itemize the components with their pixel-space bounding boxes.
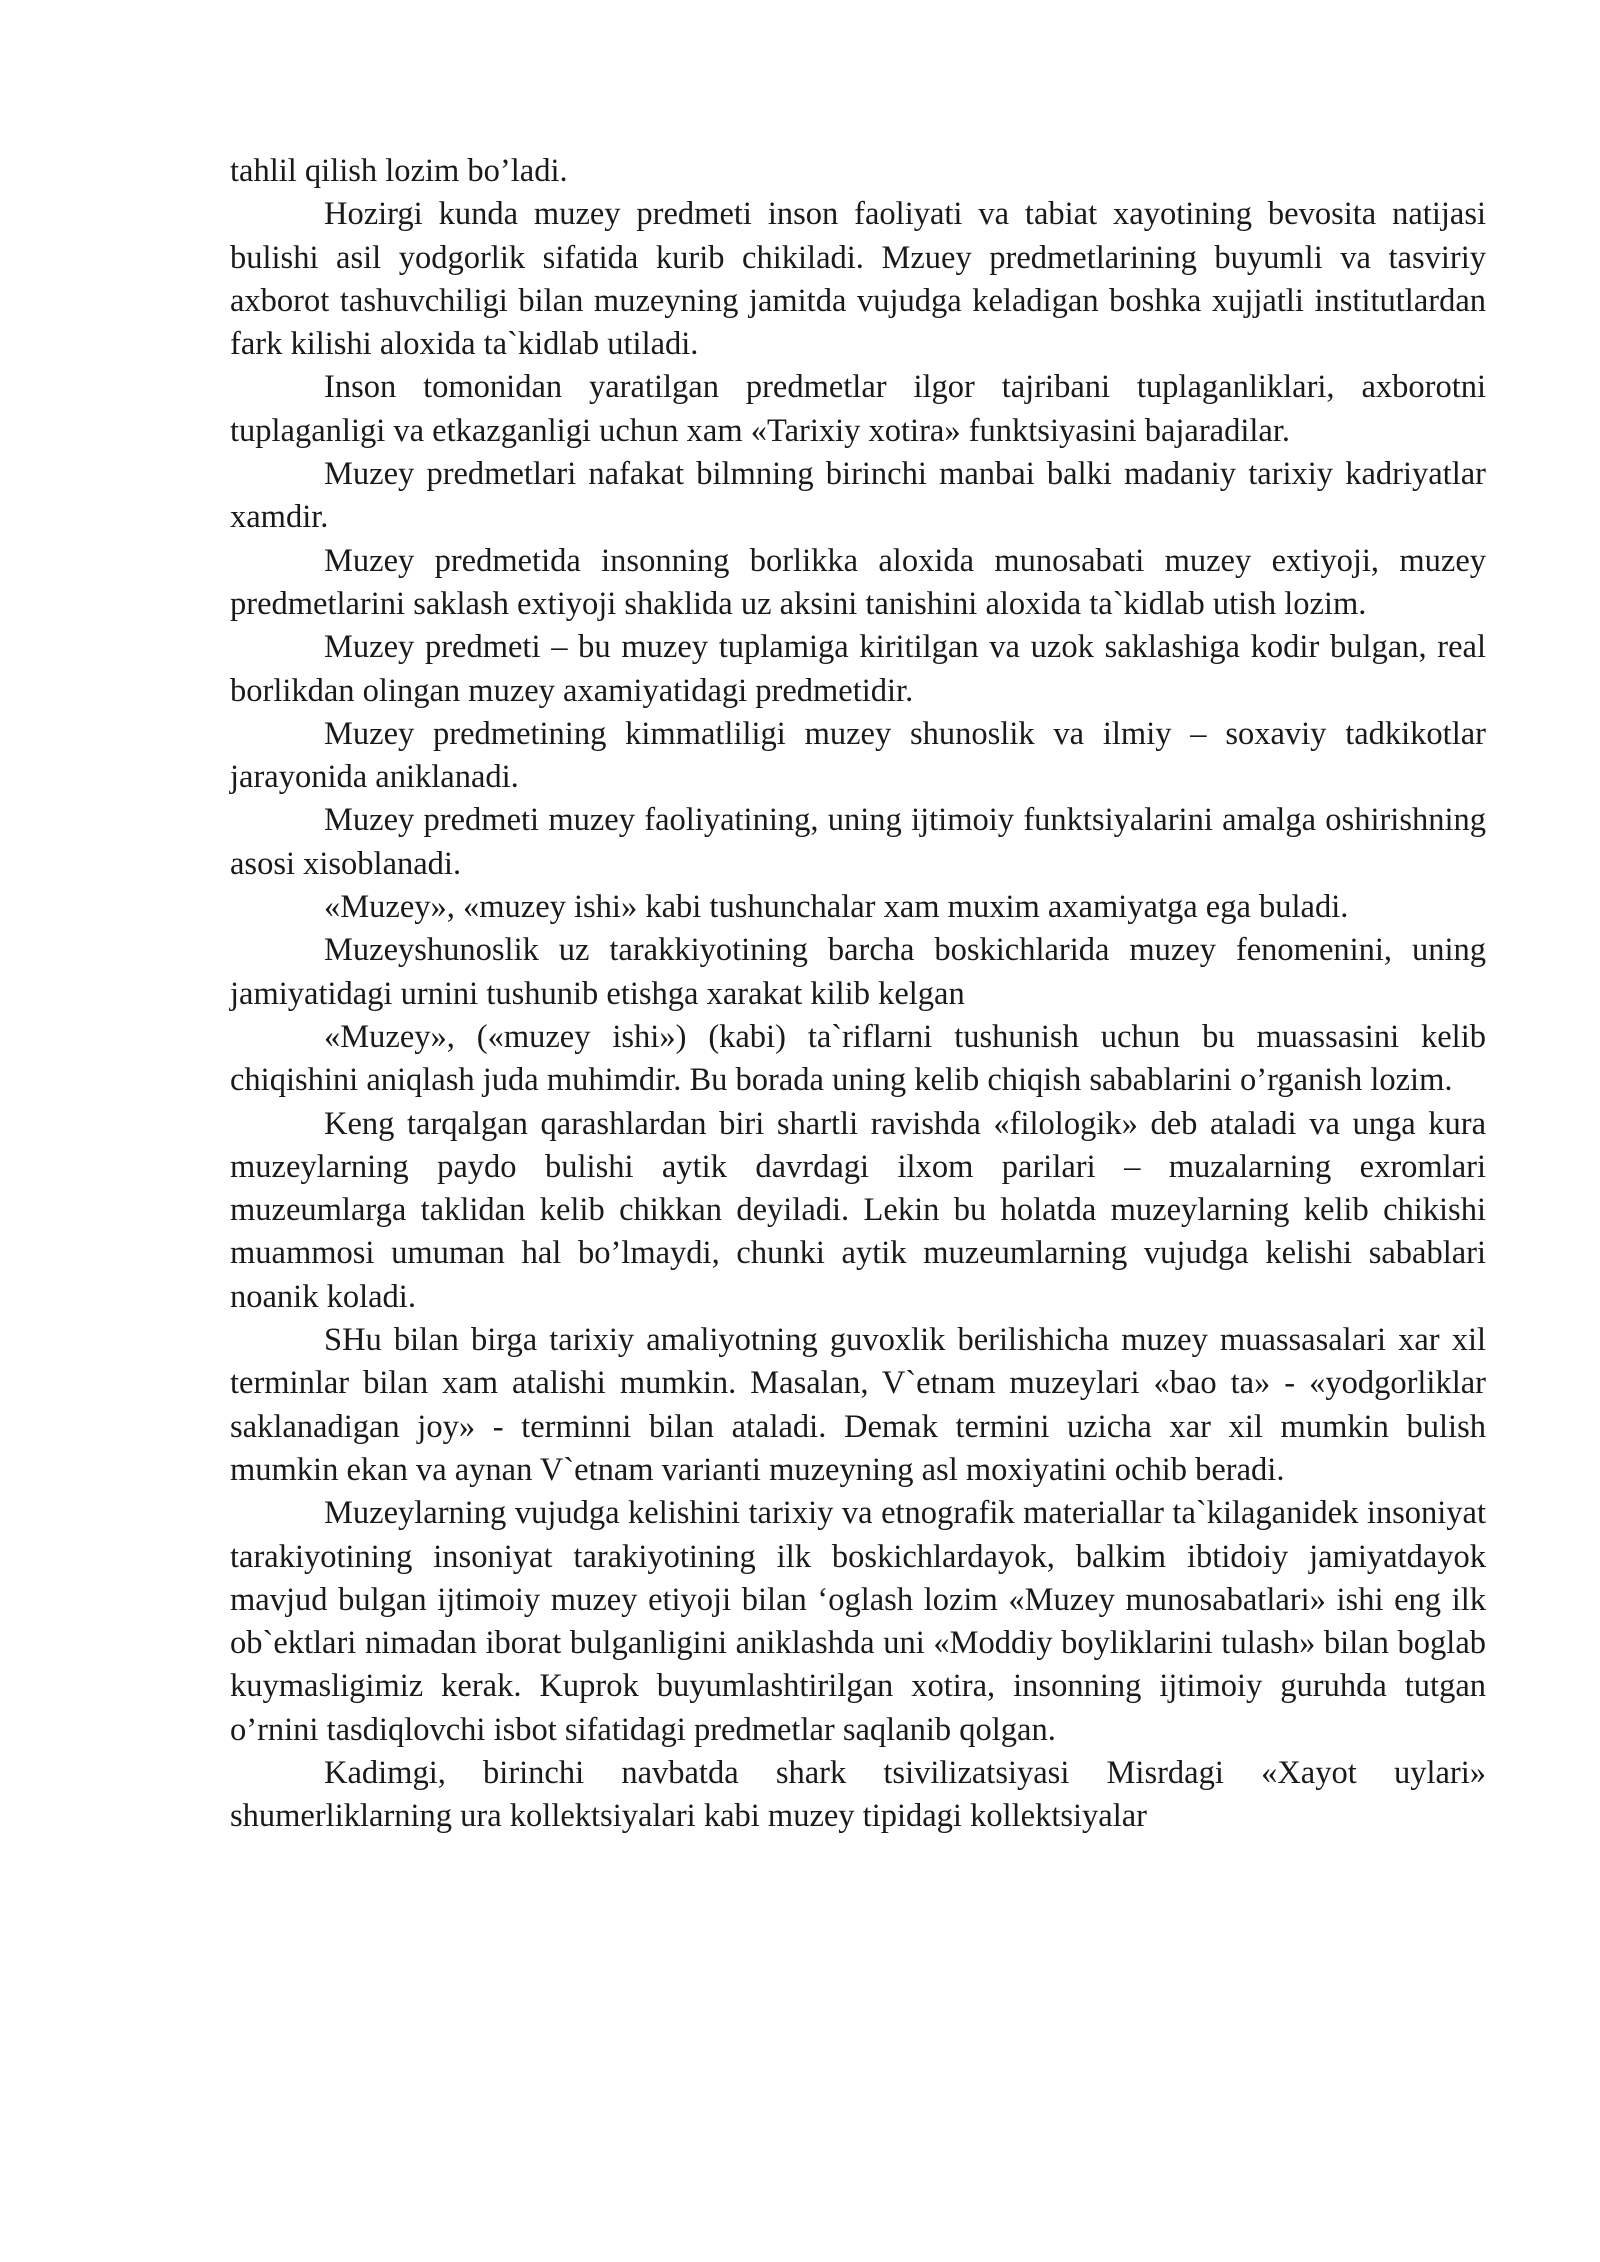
paragraph-9: «Muzey», «muzey ishi» kabi tushunchalar xam muxim axamiyatga ega buladi. (324, 889, 1349, 926)
paragraph-2: Hozirgi kunda muzey predmeti inson faoliyati va tabiat xayotining bevosita natijasi bulishi asil yodgorlik sifatida kurib chikiladi. Mzuey predmetlarining buyumli va tasviriy axborot tashuvchiligi bilan muzeyning jamitda vujudga keladigan boshka xujjatli institutlardan fark kilishi aloxida ta`kidlab utiladi. (230, 196, 1486, 363)
paragraph-3: Inson tomonidan yaratilgan predmetlar ilgor tajribani tuplaganliklari, axborotni tuplaganligi va etkazganligi uchun xam «Tarixiy xotira» funktsiyasini bajaradilar. (230, 369, 1486, 449)
paragraph-7: Muzey predmetining kimmatliligi muzey shunoslik va ilmiy – soxaviy tadkikotlar jarayonida aniklanadi. (230, 715, 1486, 796)
paragraph-13: SHu bilan birga tarixiy amaliyotning guvoxlik berilishicha muzey muassasalari xar xil terminlar bilan xam atalishi mumkin. Masalan, V`etnam muzeylari «bao ta» - «yodgorliklar saklanadigan joy» - terminni bilan ataladi. Demak termini uzicha xar xil mumkin bulish mumkin ekan va aynan V`etnam varianti muzeyning asl moxiyatini ochib beradi. (230, 1322, 1486, 1488)
paragraph-4: Muzey predmetlari nafakat bilmning birinchi manbai balki madaniy tarixiy kadriyatlar xamdir. (230, 456, 1486, 536)
paragraph-12: Keng tarqalgan qarashlardan biri shartli ravishda «filologik» deb ataladi va unga kura muzeylarning paydo bulishi aytik davrdagi ilxom parilari – muzalarning exromlari muzeumlarga taklidan kelib chikkan deyiladi. Lekin bu holatda muzeylarning kelib chikishi muammosi umuman hal bo’lmaydi, chunki aytik muzeumlarning vujudga kelishi sabablari noanik koladi. (230, 1105, 1486, 1315)
paragraph-1: tahlil qilish lozim bo’ladi. (230, 153, 568, 189)
document-body (230, 150, 1486, 1839)
paragraph-5: Muzey predmetida insonning borlikka aloxida munosabati muzey extiyoji, muzey predmetlarini saklash extiyoji shaklida uz aksini tanishini aloxida ta`kidlab utish lozim. (230, 542, 1486, 622)
paragraph-11: «Muzey», («muzey ishi») (kabi) ta`riflarni tushunish uchun bu muassasini kelib chiqishini aniqlash juda muhimdir. Bu borada uning kelib chiqish sabablarini o’rganish lozim. (230, 1018, 1486, 1099)
paragraph-14: Muzeylarning vujudga kelishini tarixiy va etnografik materiallar ta`kilaganidek insoniyat tarakiyotining insoniyat tarakiyotining ilk boskichlardayok, balkim ibtidoiy jamiyatdayok mavjud bulgan ijtimoiy muzey etiyoji bilan ‘oglash lozim «Muzey munosabatlari» ishi eng ilk ob`ektlari nimadan iborat bulganligini aniklashda uni «Moddiy boyliklarini tulash» bilan boglab kuymasligimiz kerak. Kuprok buyumlashtirilgan xotira, insonning ijtimoiy guruhda tutgan o’rnini tasdiqlovchi isbot sifatidagi predmetlar saqlanib qolgan. (230, 1495, 1486, 1748)
paragraph-10: Muzeyshunoslik uz tarakkiyotining barcha boskichlarida muzey fenomenini, uning jamiyatidagi urnini tushunib etishga xarakat kilib kelgan (230, 932, 1486, 1012)
paragraph-6: Muzey predmeti – bu muzey tuplamiga kiritilgan va uzok saklashiga kodir bulgan, real borlikdan olingan muzey axamiyatidagi predmetidir. (230, 629, 1486, 709)
paragraph-8: Muzey predmeti muzey faoliyatining, uning ijtimoiy funktsiyalarini amalga oshirishning asosi xisoblanadi. (230, 802, 1486, 882)
paragraph-15: Kadimgi, birinchi navbatda shark tsivilizatsiyasi Misrdagi «Xayot uylari» shumerliklarning ura kollektsiyalari kabi muzey tipidagi kollektsiyalar (230, 1754, 1486, 1835)
